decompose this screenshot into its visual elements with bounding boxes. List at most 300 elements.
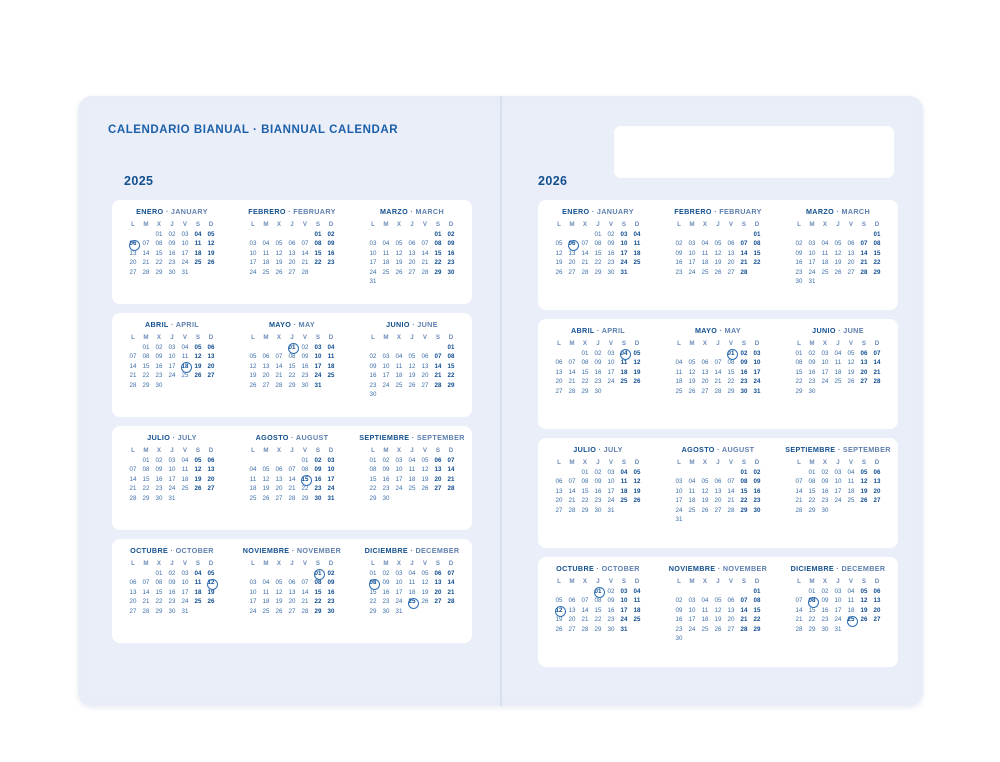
day-cell[interactable]: 31	[181, 607, 189, 615]
day-cell[interactable]: 01	[369, 457, 377, 464]
day-cell[interactable]: 18	[620, 487, 628, 495]
day-cell[interactable]: 05	[421, 457, 429, 464]
day-cell[interactable]: 22	[740, 497, 748, 505]
day-cell[interactable]: 21	[795, 616, 803, 624]
day-cell[interactable]: 10	[314, 353, 322, 361]
day-cell[interactable]: 26	[860, 497, 868, 505]
day-cell[interactable]: 26	[194, 372, 202, 380]
day-cell[interactable]: 17	[620, 606, 628, 614]
day-cell[interactable]: 24	[821, 378, 829, 386]
day-cell[interactable]: 14	[795, 487, 803, 495]
day-cell[interactable]: 22	[873, 259, 881, 267]
day-cell[interactable]: 13	[129, 249, 137, 257]
day-cell[interactable]: 10	[369, 249, 377, 257]
day-cell[interactable]: 25	[675, 387, 683, 395]
day-cell[interactable]: 04	[701, 240, 709, 248]
day-cell[interactable]: 14	[142, 588, 150, 596]
day-cell[interactable]: 22	[447, 372, 455, 380]
day-cell[interactable]: 28	[447, 598, 455, 606]
day-cell[interactable]: 08	[581, 478, 589, 486]
day-cell[interactable]: 12	[633, 359, 641, 367]
day-cell[interactable]: 21	[301, 598, 309, 606]
day-cell[interactable]: 15	[753, 249, 761, 257]
day-cell[interactable]: 11	[701, 249, 709, 257]
day-cell[interactable]: 01	[725, 350, 738, 358]
day-cell[interactable]: 03	[808, 240, 816, 248]
day-cell[interactable]: 21	[740, 616, 748, 624]
day-cell[interactable]: 27	[555, 506, 563, 514]
day-cell[interactable]: 27	[727, 625, 735, 633]
day-cell[interactable]: 15	[753, 606, 761, 614]
day-cell[interactable]: 11	[262, 588, 270, 596]
day-cell[interactable]: 23	[369, 381, 377, 389]
day-cell[interactable]: 11	[701, 606, 709, 614]
day-cell[interactable]: 29	[369, 607, 377, 615]
day-cell[interactable]: 16	[168, 249, 176, 257]
day-cell[interactable]: 11	[181, 353, 189, 361]
day-cell[interactable]: 01	[795, 350, 803, 357]
day-cell[interactable]: 05	[633, 350, 641, 357]
day-cell[interactable]: 05	[275, 240, 283, 248]
day-cell[interactable]: 17	[181, 249, 189, 257]
day-cell[interactable]: 12	[275, 249, 283, 257]
day-cell[interactable]: 30	[447, 268, 455, 276]
day-cell[interactable]: 14	[301, 588, 309, 596]
day-cell[interactable]: 21	[288, 485, 296, 493]
day-cell[interactable]: 05	[860, 469, 868, 476]
day-cell[interactable]: 18	[620, 368, 628, 376]
day-cell[interactable]: 24	[181, 259, 189, 267]
day-cell[interactable]: 18	[181, 475, 189, 483]
day-cell[interactable]: 27	[568, 625, 576, 633]
day-cell[interactable]: 22	[581, 378, 589, 386]
day-cell[interactable]: 16	[327, 588, 335, 596]
day-cell[interactable]: 22	[808, 616, 816, 624]
day-cell[interactable]: 09	[607, 597, 615, 605]
day-cell[interactable]: 08	[155, 240, 163, 248]
day-cell[interactable]: 07	[447, 570, 455, 577]
day-cell[interactable]: 09	[327, 579, 335, 587]
day-cell[interactable]: 01	[581, 469, 589, 476]
day-cell[interactable]: 06	[555, 359, 563, 367]
day-cell[interactable]: 11	[249, 475, 257, 483]
day-cell[interactable]: 30	[795, 278, 803, 286]
day-cell[interactable]: 27	[434, 485, 442, 493]
day-cell[interactable]: 30	[155, 494, 163, 502]
day-cell[interactable]: 30	[607, 268, 615, 276]
day-cell[interactable]: 07	[714, 359, 722, 367]
day-cell[interactable]: 18	[262, 259, 270, 267]
day-cell[interactable]: 14	[873, 359, 881, 367]
day-cell[interactable]: 03	[181, 231, 189, 238]
day-cell[interactable]: 16	[594, 368, 602, 376]
day-cell[interactable]: 08	[594, 240, 602, 248]
day-cell[interactable]: 10	[395, 466, 403, 474]
day-cell[interactable]: 15	[434, 249, 442, 257]
day-cell[interactable]: 25	[834, 378, 842, 386]
day-cell[interactable]: 07	[873, 350, 881, 357]
day-cell[interactable]: 07	[447, 457, 455, 464]
day-cell[interactable]: 15	[314, 588, 322, 596]
day-cell[interactable]: 12	[194, 353, 202, 361]
day-cell[interactable]: 13	[568, 606, 576, 614]
day-cell[interactable]: 14	[795, 606, 803, 614]
day-cell[interactable]: 17	[382, 372, 390, 380]
day-cell[interactable]: 21	[142, 598, 150, 606]
day-cell[interactable]: 26	[207, 598, 215, 606]
day-cell[interactable]: 03	[607, 350, 615, 357]
day-cell[interactable]: 21	[568, 378, 576, 386]
day-cell[interactable]: 22	[594, 259, 602, 267]
day-cell[interactable]: 03	[395, 570, 403, 577]
day-cell[interactable]: 23	[327, 598, 335, 606]
day-cell[interactable]: 04	[618, 350, 631, 358]
day-cell[interactable]: 17	[395, 588, 403, 596]
day-cell[interactable]: 24	[249, 268, 257, 276]
day-cell[interactable]: 10	[834, 478, 842, 486]
day-cell[interactable]: 26	[408, 381, 416, 389]
day-cell[interactable]: 16	[607, 606, 615, 614]
day-cell[interactable]: 17	[808, 259, 816, 267]
day-cell[interactable]: 07	[740, 597, 748, 605]
day-cell[interactable]: 17	[688, 616, 696, 624]
day-cell[interactable]: 24	[168, 485, 176, 493]
day-cell[interactable]: 18	[675, 378, 683, 386]
day-cell[interactable]: 05	[714, 597, 722, 605]
day-cell[interactable]: 22	[155, 259, 163, 267]
day-cell[interactable]: 18	[395, 372, 403, 380]
day-cell[interactable]: 14	[727, 487, 735, 495]
day-cell[interactable]: 21	[740, 259, 748, 267]
day-cell[interactable]: 30	[594, 506, 602, 514]
day-cell[interactable]: 09	[382, 579, 390, 587]
day-cell[interactable]: 14	[447, 579, 455, 587]
day-cell[interactable]: 07	[795, 597, 803, 605]
day-cell[interactable]: 16	[168, 588, 176, 596]
day-cell[interactable]: 25	[262, 607, 270, 615]
day-cell[interactable]: 25	[701, 625, 709, 633]
day-cell[interactable]: 06	[207, 457, 215, 464]
day-cell[interactable]: 18	[847, 487, 855, 495]
day-cell[interactable]: 16	[821, 606, 829, 614]
day-cell[interactable]: 21	[727, 497, 735, 505]
day-cell[interactable]: 03	[314, 344, 322, 351]
day-cell[interactable]: 25	[845, 616, 858, 624]
day-cell[interactable]: 26	[860, 616, 868, 624]
day-cell[interactable]: 13	[568, 249, 576, 257]
day-cell[interactable]: 15	[299, 476, 312, 484]
day-cell[interactable]: 13	[275, 475, 283, 483]
day-cell[interactable]: 14	[129, 362, 137, 370]
day-cell[interactable]: 14	[581, 249, 589, 257]
day-cell[interactable]: 19	[408, 372, 416, 380]
day-cell[interactable]: 02	[607, 588, 615, 595]
day-cell[interactable]: 25	[327, 372, 335, 380]
day-cell[interactable]: 10	[688, 249, 696, 257]
day-cell[interactable]: 04	[408, 457, 416, 464]
day-cell[interactable]: 24	[620, 616, 628, 624]
day-cell[interactable]: 13	[873, 597, 881, 605]
day-cell[interactable]: 07	[860, 240, 868, 248]
day-cell[interactable]: 29	[314, 607, 322, 615]
day-cell[interactable]: 21	[714, 378, 722, 386]
day-cell[interactable]: 31	[620, 625, 628, 633]
day-cell[interactable]: 07	[795, 478, 803, 486]
day-cell[interactable]: 10	[249, 249, 257, 257]
day-cell[interactable]: 25	[181, 372, 189, 380]
day-cell[interactable]: 11	[194, 579, 202, 587]
day-cell[interactable]: 31	[181, 268, 189, 276]
day-cell[interactable]: 11	[194, 240, 202, 248]
day-cell[interactable]: 20	[555, 378, 563, 386]
day-cell[interactable]: 31	[675, 516, 683, 524]
day-cell[interactable]: 13	[860, 359, 868, 367]
day-cell[interactable]: 10	[808, 249, 816, 257]
day-cell[interactable]: 28	[275, 381, 283, 389]
day-cell[interactable]: 02	[168, 231, 176, 238]
day-cell[interactable]: 16	[155, 475, 163, 483]
day-cell[interactable]: 30	[607, 625, 615, 633]
day-cell[interactable]: 26	[834, 268, 842, 276]
day-cell[interactable]: 13	[714, 487, 722, 495]
day-cell[interactable]: 24	[395, 598, 403, 606]
day-cell[interactable]: 23	[607, 259, 615, 267]
day-cell[interactable]: 24	[314, 372, 322, 380]
day-cell[interactable]: 18	[382, 259, 390, 267]
day-cell[interactable]: 03	[168, 457, 176, 464]
day-cell[interactable]: 23	[675, 625, 683, 633]
day-cell[interactable]: 23	[168, 259, 176, 267]
day-cell[interactable]: 26	[421, 485, 429, 493]
day-cell[interactable]: 17	[834, 606, 842, 614]
day-cell[interactable]: 05	[194, 457, 202, 464]
day-cell[interactable]: 12	[395, 249, 403, 257]
day-cell[interactable]: 05	[701, 478, 709, 486]
day-cell[interactable]: 09	[447, 240, 455, 248]
day-cell[interactable]: 10	[688, 606, 696, 614]
day-cell[interactable]: 03	[249, 240, 257, 248]
day-cell[interactable]: 15	[155, 588, 163, 596]
day-cell[interactable]: 09	[594, 478, 602, 486]
day-cell[interactable]: 27	[288, 268, 296, 276]
day-cell[interactable]: 10	[821, 359, 829, 367]
day-cell[interactable]: 25	[633, 259, 641, 267]
day-cell[interactable]: 13	[288, 249, 296, 257]
day-cell[interactable]: 29	[740, 506, 748, 514]
day-cell[interactable]: 24	[382, 381, 390, 389]
day-cell[interactable]: 10	[168, 466, 176, 474]
day-cell[interactable]: 23	[753, 497, 761, 505]
day-cell[interactable]: 27	[288, 607, 296, 615]
day-cell[interactable]: 18	[821, 259, 829, 267]
day-cell[interactable]: 16	[382, 475, 390, 483]
day-cell[interactable]: 07	[581, 240, 589, 248]
day-cell[interactable]: 17	[821, 368, 829, 376]
day-cell[interactable]: 19	[860, 606, 868, 614]
day-cell[interactable]: 01	[753, 231, 761, 238]
day-cell[interactable]: 02	[155, 457, 163, 464]
day-cell[interactable]: 20	[555, 497, 563, 505]
day-cell[interactable]: 19	[262, 485, 270, 493]
day-cell[interactable]: 19	[207, 588, 215, 596]
day-cell[interactable]: 09	[594, 359, 602, 367]
day-cell[interactable]: 22	[301, 485, 309, 493]
day-cell[interactable]: 25	[821, 268, 829, 276]
day-cell[interactable]: 26	[633, 378, 641, 386]
day-cell[interactable]: 09	[675, 249, 683, 257]
day-cell[interactable]: 20	[288, 259, 296, 267]
day-cell[interactable]: 26	[688, 387, 696, 395]
day-cell[interactable]: 26	[275, 268, 283, 276]
day-cell[interactable]: 25	[194, 598, 202, 606]
day-cell[interactable]: 08	[806, 597, 819, 605]
day-cell[interactable]: 12	[688, 368, 696, 376]
day-cell[interactable]: 08	[727, 359, 735, 367]
day-cell[interactable]: 15	[808, 487, 816, 495]
day-cell[interactable]: 27	[727, 268, 735, 276]
day-cell[interactable]: 27	[873, 616, 881, 624]
day-cell[interactable]: 10	[620, 597, 628, 605]
day-cell[interactable]: 29	[753, 625, 761, 633]
day-cell[interactable]: 06	[555, 478, 563, 486]
day-cell[interactable]: 24	[808, 268, 816, 276]
day-cell[interactable]: 14	[275, 362, 283, 370]
day-cell[interactable]: 29	[727, 387, 735, 395]
day-cell[interactable]: 28	[288, 494, 296, 502]
day-cell[interactable]: 01	[312, 570, 325, 578]
day-cell[interactable]: 17	[168, 475, 176, 483]
day-cell[interactable]: 05	[275, 579, 283, 587]
day-cell[interactable]: 30	[675, 635, 683, 643]
day-cell[interactable]: 02	[594, 350, 602, 357]
day-cell[interactable]: 20	[408, 259, 416, 267]
day-cell[interactable]: 14	[714, 368, 722, 376]
day-cell[interactable]: 15	[581, 368, 589, 376]
day-cell[interactable]: 01	[155, 570, 163, 577]
day-cell[interactable]: 04	[834, 350, 842, 357]
day-cell[interactable]: 07	[581, 597, 589, 605]
day-cell[interactable]: 12	[194, 466, 202, 474]
day-cell[interactable]: 09	[740, 359, 748, 367]
day-cell[interactable]: 21	[581, 259, 589, 267]
day-cell[interactable]: 29	[594, 268, 602, 276]
day-cell[interactable]: 12	[701, 487, 709, 495]
day-cell[interactable]: 09	[301, 353, 309, 361]
day-cell[interactable]: 16	[594, 487, 602, 495]
day-cell[interactable]: 26	[275, 607, 283, 615]
day-cell[interactable]: 23	[594, 497, 602, 505]
day-cell[interactable]: 20	[207, 362, 215, 370]
day-cell[interactable]: 19	[555, 616, 563, 624]
day-cell[interactable]: 01	[873, 231, 881, 238]
day-cell[interactable]: 14	[568, 368, 576, 376]
day-cell[interactable]: 12	[555, 249, 563, 257]
day-cell[interactable]: 28	[447, 485, 455, 493]
day-cell[interactable]: 21	[275, 372, 283, 380]
day-cell[interactable]: 15	[581, 487, 589, 495]
day-cell[interactable]: 20	[421, 372, 429, 380]
day-cell[interactable]: 12	[207, 240, 215, 248]
day-cell[interactable]: 31	[314, 381, 322, 389]
day-cell[interactable]: 14	[301, 249, 309, 257]
day-cell[interactable]: 31	[834, 625, 842, 633]
day-cell[interactable]: 31	[369, 278, 377, 286]
day-cell[interactable]: 25	[688, 506, 696, 514]
day-cell[interactable]: 19	[847, 368, 855, 376]
day-cell[interactable]: 29	[288, 381, 296, 389]
day-cell[interactable]: 08	[808, 478, 816, 486]
day-cell[interactable]: 05	[408, 353, 416, 361]
day-cell[interactable]: 02	[382, 570, 390, 577]
day-cell[interactable]: 06	[127, 240, 140, 248]
day-cell[interactable]: 17	[620, 249, 628, 257]
day-cell[interactable]: 10	[753, 359, 761, 367]
day-cell[interactable]: 16	[314, 475, 322, 483]
day-cell[interactable]: 15	[808, 606, 816, 614]
day-cell[interactable]: 06	[275, 466, 283, 474]
day-cell[interactable]: 27	[129, 268, 137, 276]
day-cell[interactable]: 12	[714, 249, 722, 257]
day-cell[interactable]: 21	[568, 497, 576, 505]
day-cell[interactable]: 27	[129, 607, 137, 615]
day-cell[interactable]: 11	[688, 487, 696, 495]
day-cell[interactable]: 03	[249, 579, 257, 587]
day-cell[interactable]: 23	[314, 485, 322, 493]
day-cell[interactable]: 11	[675, 368, 683, 376]
day-cell[interactable]: 31	[327, 494, 335, 502]
day-cell[interactable]: 22	[808, 497, 816, 505]
day-cell[interactable]: 15	[873, 249, 881, 257]
day-cell[interactable]: 02	[382, 457, 390, 464]
day-cell[interactable]: 18	[408, 475, 416, 483]
day-cell[interactable]: 10	[675, 487, 683, 495]
day-cell[interactable]: 21	[434, 372, 442, 380]
day-cell[interactable]: 20	[727, 616, 735, 624]
day-cell[interactable]: 08	[367, 579, 380, 587]
day-cell[interactable]: 13	[434, 579, 442, 587]
day-cell[interactable]: 04	[688, 478, 696, 486]
day-cell[interactable]: 12	[421, 466, 429, 474]
day-cell[interactable]: 03	[369, 240, 377, 248]
day-cell[interactable]: 27	[714, 506, 722, 514]
day-cell[interactable]: 27	[207, 372, 215, 380]
day-cell[interactable]: 04	[701, 597, 709, 605]
day-cell[interactable]: 18	[262, 598, 270, 606]
day-cell[interactable]: 01	[808, 588, 816, 595]
day-cell[interactable]: 31	[168, 494, 176, 502]
day-cell[interactable]: 27	[847, 268, 855, 276]
day-cell[interactable]: 19	[194, 362, 202, 370]
day-cell[interactable]: 30	[382, 494, 390, 502]
day-cell[interactable]: 20	[701, 378, 709, 386]
day-cell[interactable]: 16	[301, 362, 309, 370]
day-cell[interactable]: 30	[808, 387, 816, 395]
day-cell[interactable]: 28	[301, 607, 309, 615]
day-cell[interactable]: 07	[301, 240, 309, 248]
day-cell[interactable]: 16	[821, 487, 829, 495]
day-cell[interactable]: 29	[581, 387, 589, 395]
day-cell[interactable]: 30	[314, 494, 322, 502]
day-cell[interactable]: 11	[633, 240, 641, 248]
day-cell[interactable]: 01	[434, 231, 442, 238]
day-cell[interactable]: 21	[447, 475, 455, 483]
day-cell[interactable]: 15	[594, 249, 602, 257]
day-cell[interactable]: 17	[369, 259, 377, 267]
day-cell[interactable]: 02	[168, 570, 176, 577]
day-cell[interactable]: 16	[808, 368, 816, 376]
day-cell[interactable]: 29	[795, 387, 803, 395]
day-cell[interactable]: 01	[808, 469, 816, 476]
